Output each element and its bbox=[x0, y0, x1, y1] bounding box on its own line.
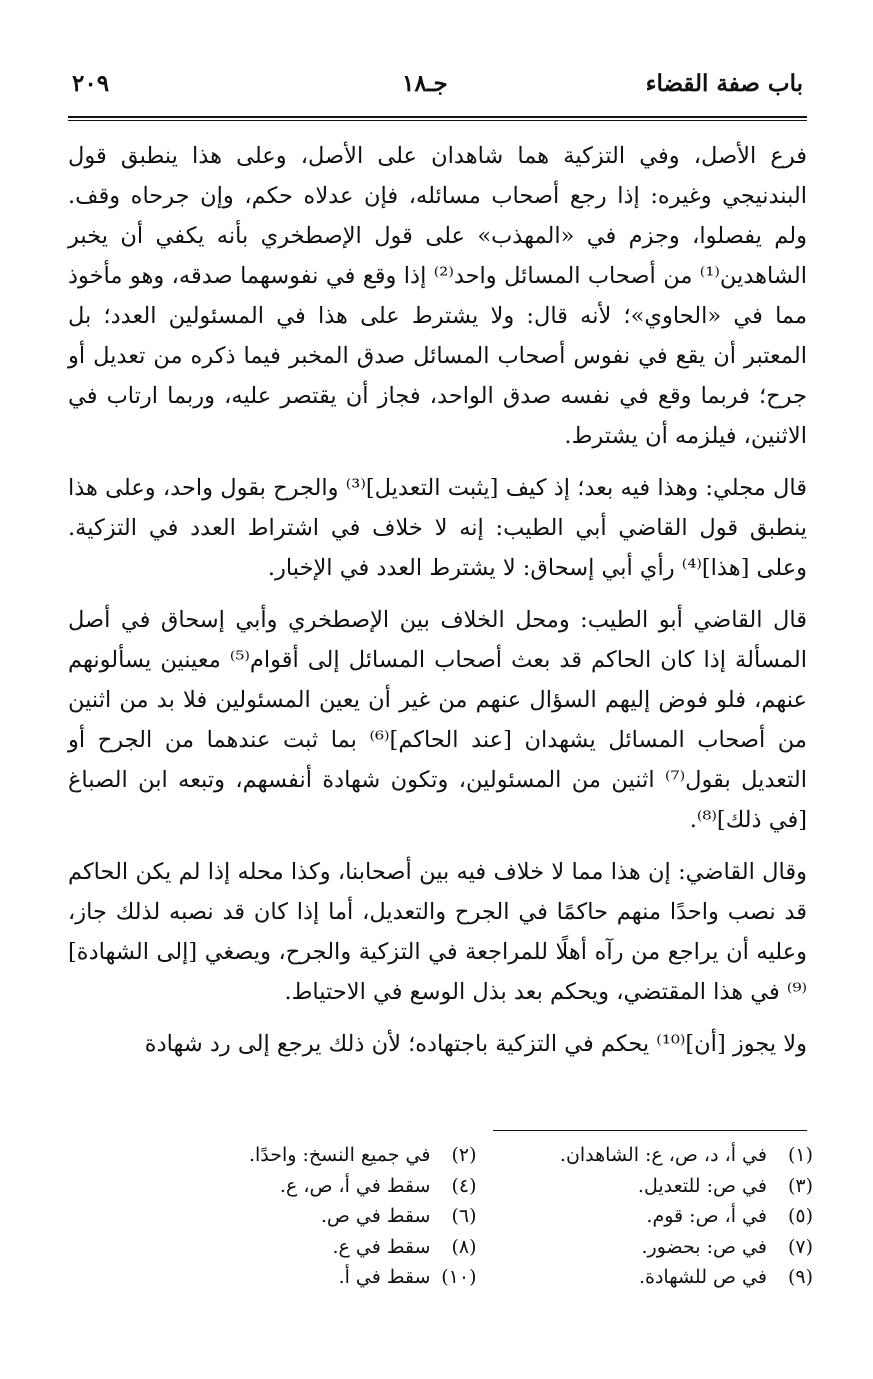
paragraph-1: فرع الأصل، وفي التزكية هما شاهدان على الأصل، وعلى هذا ينطبق قول البندنيجي وغيره: إذا رجع أصحاب مسائله، فإن عدلاه حكم، وإن جرحاه وقف. ولم يفصلوا، وجزم في «المهذب» على قول الإصطخري بأنه يكفي أن يخبر الشاهدين⁽¹⁾ من أصحاب المسائل واحد⁽²⁾ إذا وقع في نفوسهما صدقه، وهو مأخوذ مما في «الحاوي»؛ لأنه قال: ولا يشترط على هذا في المسئولين العدد؛ بل المعتبر أن يقع في نفوس أصحاب المسائل صدق المخبر فيما ذكره من تعديل أو جرح؛ فربما وقع في نفسه صدق الواحد، فجاز أن يقتصر عليه، وربما ارتاب في الاثنين، فيلزمه أن يشترط. bbox=[68, 143, 808, 449]
footnote: (٦) سقط في ص. bbox=[320, 1205, 477, 1227]
footnote: (٢) في جميع النسخ: واحدًا. bbox=[248, 1144, 477, 1166]
chapter-title: باب صفة القضاء bbox=[645, 70, 803, 97]
paragraph-5: ولا يجوز [أن]⁽¹⁰⁾ يحكم في التزكية باجتهاده؛ لأن ذلك يرجع إلى رد شهادة bbox=[144, 1031, 807, 1057]
running-header bbox=[72, 58, 803, 102]
main-text bbox=[68, 136, 807, 1076]
footnotes bbox=[170, 1140, 813, 1293]
footnote: (٥) في أ، ص: قوم. bbox=[646, 1205, 813, 1227]
footnote-rule bbox=[493, 1130, 807, 1131]
paragraph-2: قال مجلي: وهذا فيه بعد؛ إذ كيف [يثبت التعديل]⁽³⁾ والجرح بقول واحد، وعلى هذا ينطبق قول القاضي أبي الطيب: إنه لا خلاف في اشتراط العدد في التزكية. وعلى [هذا]⁽⁴⁾ رأي أبي إسحاق: لا يشترط العدد في الإخبار. bbox=[68, 475, 807, 581]
page-number: ٢٠٩ bbox=[72, 70, 110, 97]
volume-label: جـ١٨ bbox=[402, 70, 448, 97]
footnote: (١) في أ، د، ص، ع: الشاهدان. bbox=[559, 1144, 813, 1166]
footnote: (٩) في ص للشهادة. bbox=[638, 1266, 813, 1288]
footnote: (٣) في ص: للتعديل. bbox=[637, 1174, 813, 1197]
header-rule bbox=[68, 116, 807, 118]
header-rule-thin bbox=[68, 120, 807, 121]
footnote: (٨) سقط في ع. bbox=[332, 1235, 477, 1258]
footnote: (٤) سقط في أ، ص، ع. bbox=[279, 1174, 477, 1197]
paragraph-3: قال القاضي أبو الطيب: ومحل الخلاف بين الإصطخري وأبي إسحاق في أصل المسألة إذا كان الحاكم قد بعث أصحاب المسائل إلى أقوام⁽⁵⁾ معينين يسألونهم عنهم، فلو فوض إليهم السؤال عنهم من غير أن يعين المسئولين فلا بد من اثنين من أصحاب المسائل يشهدان [عند الحاكم]⁽⁶⁾ بما ثبت عندهما من الجرح أو التعديل بقول⁽⁷⁾ اثنين من المسئولين، وتكون شهادة أنفسهم، وتبعه ابن الصباغ [في ذلك]⁽⁸⁾. bbox=[68, 607, 807, 833]
paragraph-4: وقال القاضي: إن هذا مما لا خلاف فيه بين أصحابنا، وكذا محله إذا لم يكن الحاكم قد نصب واحدًا منهم حاكمًا في الجرح والتعديل، أما إذا كان قد نصبه لذلك جاز، وعليه أن يراجع من رآه أهلًا للمراجعة في التزكية والجرح، ويصغي [إلى الشهادة]⁽⁹⁾ في هذا المقتضي، ويحكم بعد بذل الوسع في الاحتياط. bbox=[68, 859, 807, 1005]
footnote: (٧) في ص: بحضور. bbox=[641, 1235, 813, 1258]
footnote: (١٠) سقط في أ. bbox=[338, 1266, 477, 1288]
